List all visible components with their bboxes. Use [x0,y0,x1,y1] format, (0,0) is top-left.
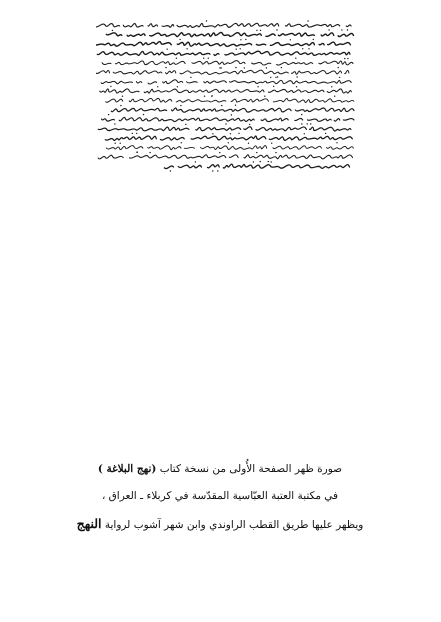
handwriting-line [96,23,351,27]
handwriting-line [106,98,354,102]
diacritic-dot [301,114,302,115]
diacritic-dot [253,161,254,162]
diacritic-dot [212,170,213,171]
diacritic-dot [256,152,257,153]
diacritic-dot [304,133,305,134]
diacritic-dot [176,58,177,59]
diacritic-dot [344,58,345,59]
diacritic-dot [281,67,282,68]
diacritic-dot [273,86,274,87]
diacritic-dot [115,143,116,144]
diacritic-dot [338,67,339,68]
diacritic-dot [240,39,241,40]
diacritic-dot [266,67,267,68]
diacritic-dot [336,142,337,143]
diacritic-dot [339,77,340,78]
diacritic-dot [325,133,326,134]
diacritic-dot [221,67,222,68]
diacritic-dot [334,96,335,97]
diacritic-dot [177,86,178,87]
caption-line-3-text: ويظهر عليها طريق القطب الراوندي وابن شهر آشوب لرواية [101,519,364,531]
diacritic-dot [186,48,187,49]
diacritic-dot [307,20,308,21]
diacritic-dot [219,67,220,68]
caption [60,456,380,539]
diacritic-dot [257,86,258,87]
diacritic-dot [308,48,309,49]
manuscript-image [96,20,358,180]
diacritic-dot [235,105,236,106]
diacritic-dot [328,29,329,30]
diacritic-dot [270,77,271,78]
diacritic-dot [271,161,272,162]
diacritic-dot [341,29,342,30]
diacritic-dot [347,29,348,30]
diacritic-dot [268,161,269,162]
diacritic-dot [185,124,186,125]
diacritic-dot [248,143,249,144]
diacritic-dot [260,161,261,162]
diacritic-dot [170,170,171,171]
handwriting-line [106,146,353,150]
diacritic-dot [136,133,137,134]
handwriting-line [96,42,350,47]
diacritic-dot [313,39,314,40]
handwriting-line [106,32,353,36]
diacritic-dot [290,39,291,40]
diacritic-dot [249,124,250,125]
caption-line-2: في مكتبة العتبة العبّاسية المقدّسة في كربلاء ـ العراق ، [101,490,339,502]
diacritic-dot [275,77,276,78]
diacritic-dot [296,86,297,87]
diacritic-dot [236,49,237,50]
diacritic-dot [203,58,204,59]
handwriting-line [107,108,354,112]
diacritic-dot [271,143,272,144]
handwriting-line [97,51,350,55]
diacritic-dot [331,86,332,87]
diacritic-dot [277,76,278,77]
book-title: (نهج البلاغة ) [97,463,157,475]
caption-line-1 [60,456,380,483]
diacritic-dot [157,86,158,87]
diacritic-dot [230,133,231,134]
diacritic-dot [245,39,246,40]
caption-line-3 [60,510,380,539]
diacritic-dot [244,67,245,68]
diacritic-dot [264,96,265,97]
diacritic-dot [212,133,213,134]
diacritic-dot [276,29,277,30]
diacritic-dot [219,152,220,153]
diacritic-dot [295,58,296,59]
diacritic-dot [204,96,205,97]
handwriting-line [98,127,351,131]
diacritic-dot [228,142,229,143]
diacritic-dot [296,76,297,77]
diacritic-dot [260,30,261,31]
diacritic-dot [231,114,232,115]
diacritic-dot [122,96,123,97]
diacritic-dot [190,77,191,78]
diacritic-dot [165,67,166,68]
diacritic-dot [275,152,276,153]
diacritic-dot [310,123,311,124]
diacritic-dot [307,123,308,124]
handwriting-line [100,89,351,93]
diacritic-dot [301,123,302,124]
diacritic-dot [167,49,168,50]
diacritic-dot [238,133,239,134]
diacritic-dot [132,133,133,134]
diacritic-dot [108,114,109,115]
diacritic-dot [195,161,196,162]
diacritic-dot [240,48,241,49]
diacritic-dot [114,123,115,124]
diacritic-dot [120,143,121,144]
diacritic-dot [112,30,113,31]
diacritic-dot [302,48,303,49]
handwriting-line [98,155,352,159]
diacritic-dot [110,86,111,87]
handwriting-lines [96,20,358,180]
diacritic-dot [136,152,137,153]
handwriting-line [101,80,351,84]
diacritic-dot [208,58,209,59]
diacritic-dot [347,58,348,59]
diacritic-dot [149,152,150,153]
diacritic-dot [217,170,218,171]
diacritic-dot [206,20,207,21]
diacritic-dot [179,39,180,40]
handwriting-line [105,136,352,140]
handwriting-line [102,117,355,121]
diacritic-dot [180,105,181,106]
diacritic-dot [256,30,257,31]
diacritic-dot [120,105,121,106]
diacritic-dot [181,142,182,143]
diacritic-dot [221,105,222,106]
diacritic-dot [143,114,144,115]
caption-line-1-text: صورة ظهر الصفحة الأُولى من نسخة كتاب [156,463,343,475]
diacritic-dot [211,96,212,97]
diacritic-dot [235,67,236,68]
handwriting-line [102,61,353,65]
handwriting-line [96,70,349,74]
nahj-word: النهج [76,516,102,531]
handwriting-line [164,164,349,168]
diacritic-dot [225,123,226,124]
